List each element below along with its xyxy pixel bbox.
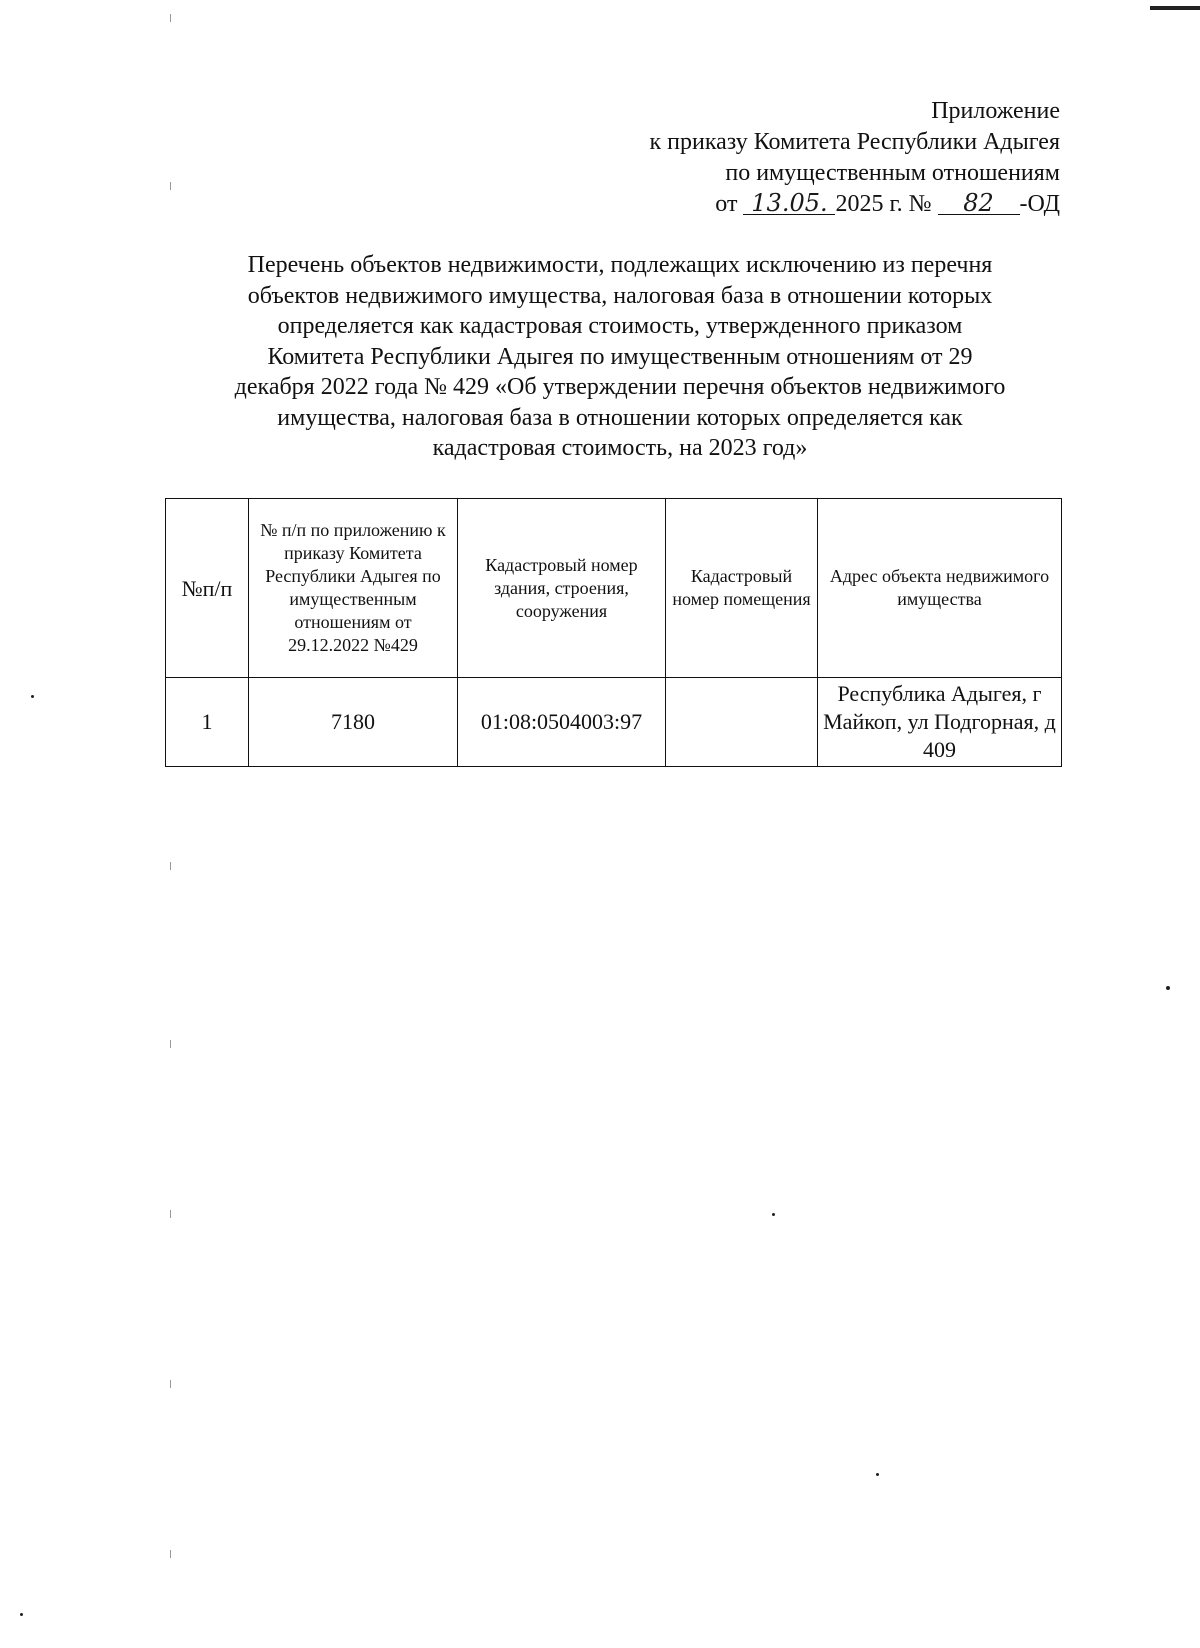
punch-hole-mark	[170, 1040, 171, 1048]
appendix-title: Приложение	[931, 98, 1060, 124]
punch-hole-mark	[170, 862, 171, 870]
scan-speck	[1166, 986, 1170, 990]
table-row	[166, 678, 1062, 767]
punch-hole-mark	[170, 182, 171, 190]
appendix-order-ref: к приказу Комитета Республики Адыгея	[649, 129, 1060, 155]
scan-speck	[31, 695, 34, 698]
title-line: кадастровая стоимость, на 2023 год»	[432, 435, 808, 461]
title-line: декабря 2022 года № 429 «Об утверждении перечня объектов недвижимого	[234, 374, 1006, 400]
title-line: объектов недвижимого имущества, налоговая база в отношении которых	[247, 282, 993, 309]
scan-speck	[876, 1473, 879, 1476]
scan-speck	[20, 1613, 23, 1616]
cell-row-number: 1	[166, 678, 249, 767]
handwritten-date: 13.05.	[743, 192, 835, 215]
document-title	[170, 250, 1070, 464]
date-suffix: 2025 г. №	[835, 191, 932, 217]
title-line: Перечень объектов недвижимости, подлежащих исключению из перечня	[247, 252, 993, 278]
header-row-number: №п/п	[166, 499, 249, 678]
date-prefix: от	[715, 191, 738, 217]
title-line: Комитета Республики Адыгея по имущественным отношениям от 29	[267, 343, 973, 370]
scan-speck	[772, 1213, 775, 1216]
order-number-suffix: -ОД	[1019, 191, 1060, 217]
appendix-header	[649, 96, 1060, 220]
punch-hole-mark	[170, 1210, 171, 1218]
header-appendix-number: № п/п по приложению к приказу Комитета Республики Адыгея по имущественным отношениям от 29.12.2022 №429	[249, 499, 458, 678]
header-premises-cadastral: Кадастровый номер помещения	[666, 499, 818, 678]
cell-appendix-number: 7180	[249, 678, 458, 767]
title-line: определяется как кадастровая стоимость, утвержденного приказом	[277, 313, 963, 339]
appendix-committee: по имущественным отношениям	[725, 160, 1060, 186]
punch-hole-mark	[170, 1380, 171, 1388]
punch-hole-mark	[170, 14, 171, 22]
table-header-row	[166, 499, 1062, 678]
header-building-cadastral: Кадастровый номер здания, строения, сооружения	[458, 499, 666, 678]
cell-premises-cadastral	[666, 678, 818, 767]
cell-building-cadastral: 01:08:0504003:97	[458, 678, 666, 767]
handwritten-order-number: 82	[938, 192, 1020, 215]
title-line: имущества, налоговая база в отношении которых определяется как	[277, 404, 963, 431]
objects-table	[165, 498, 1062, 767]
header-address: Адрес объекта недвижимого имущества	[818, 499, 1062, 678]
punch-hole-mark	[170, 1550, 171, 1558]
cell-address: Республика Адыгея, г Майкоп, ул Подгорная, д 409	[818, 678, 1062, 767]
appendix-date-line	[649, 189, 1060, 220]
scan-edge-mark	[1150, 6, 1200, 10]
